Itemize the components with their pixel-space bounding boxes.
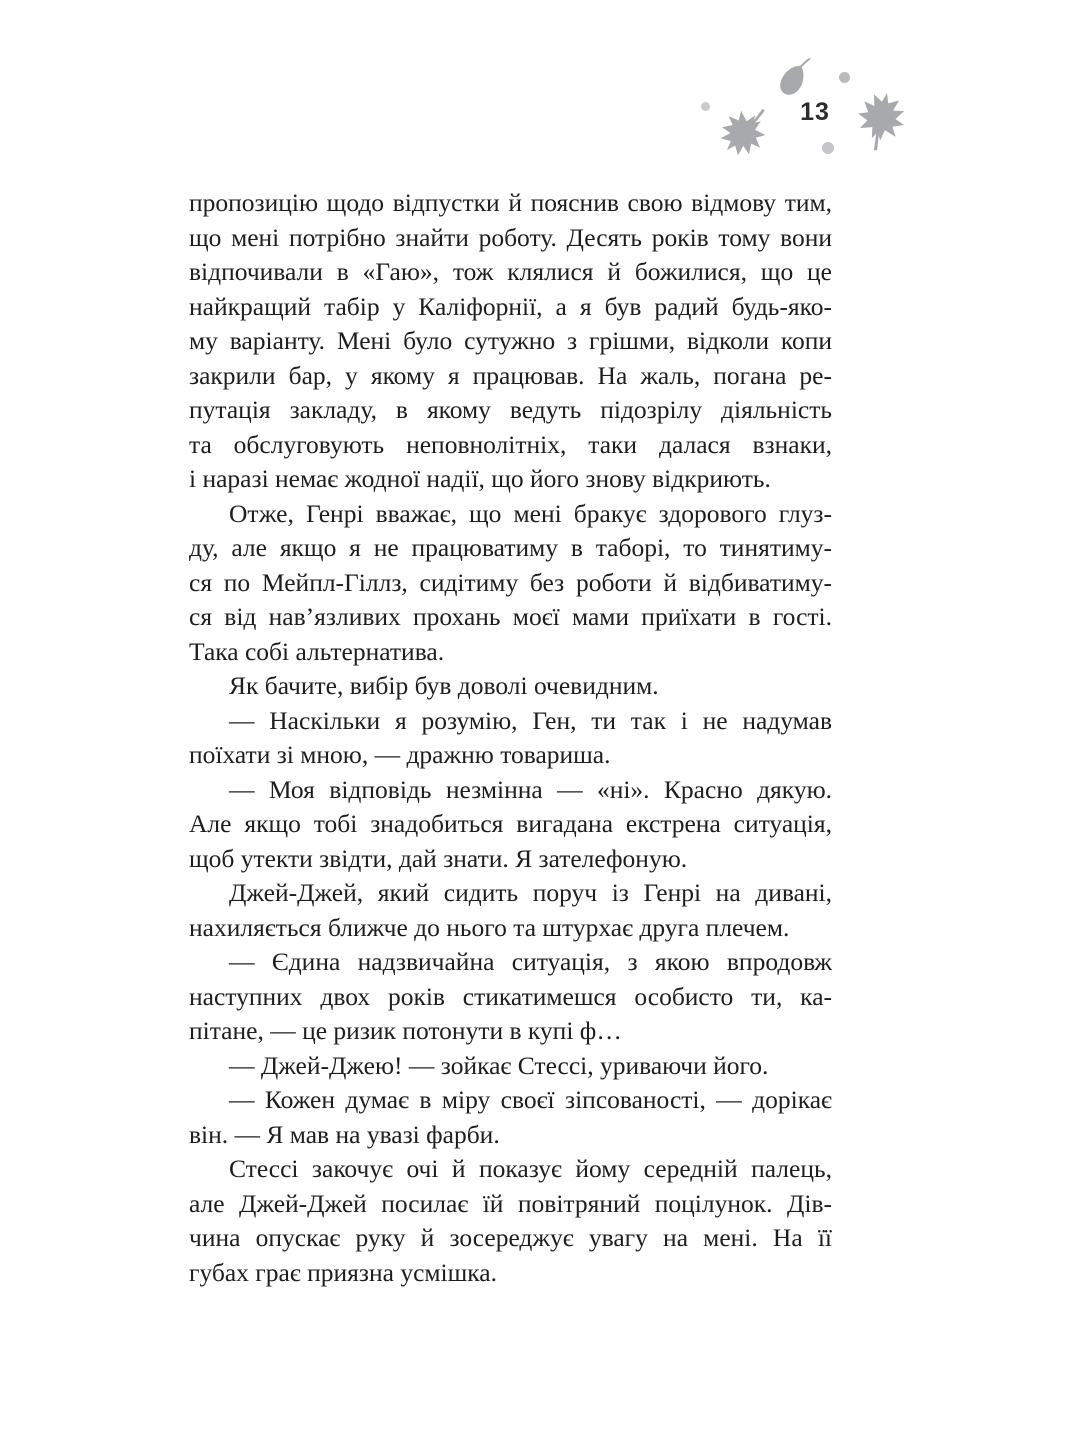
simple-leaf-icon (774, 58, 814, 100)
paragraph (189, 1083, 832, 1152)
text-line: Як бачите, вибір був доволі очевидним. (229, 671, 659, 700)
page-text (189, 186, 832, 1290)
dot-ornament (839, 72, 850, 83)
text-line: поїхати зі мною, — дражню товариша. (189, 740, 611, 769)
text-line: відпочивали в «Гаю», тож клялися й божилися, що це (189, 257, 832, 286)
text-line: Джей-Джей, який сидить поруч із Генрі на дивані, (229, 878, 832, 907)
text-line: пропозицію щодо відпустки й пояснив свою відмову тим, (189, 188, 832, 217)
text-line: та обслуговують неповнолітніх, таки далася взнаки, (189, 429, 832, 459)
text-line: — Єдина надзвичайна ситуація, з якою впродовж (229, 947, 832, 976)
paragraph (189, 186, 832, 497)
text-line: Отже, Генрі вважає, що мені бракує здорового глуз- (229, 498, 832, 528)
text-line: му варіанту. Мені було сутужно з грішми, відколи копи (189, 326, 832, 355)
text-line: — Наскільки я розумію, Ген, ти так і не надумав (229, 705, 832, 735)
text-line: ду, але якщо я не працюватиму в таборі, то тинятиму- (189, 533, 832, 562)
paragraph (189, 669, 832, 704)
maple-leaf-icon (706, 91, 787, 172)
text-line: чина опускає руку й зосереджує увагу на мені. На її (189, 1223, 832, 1252)
text-line: нахиляється ближче до нього та штурхає друга плечем. (189, 912, 790, 942)
text-line: ся від нав’язливих прохань моєї мами приїхати в гості. (189, 602, 832, 631)
text-line: що мені потрібно знайти роботу. Десять років тому вони (189, 222, 832, 252)
text-line: губах грає приязна усмішка. (189, 1257, 497, 1287)
text-line: — Джей-Джею! — зойкає Стессі, уриваючи його. (229, 1050, 769, 1080)
paragraph (189, 1152, 832, 1290)
paragraph (189, 773, 832, 877)
text-line: ся по Мейпл-Гіллз, сидітиму без роботи й відбиватиму- (189, 567, 832, 597)
text-line: закрили бар, у якому я працював. На жаль, погана ре- (189, 360, 832, 390)
paragraph (189, 876, 832, 945)
paragraph (189, 497, 832, 670)
text-line: і наразі немає жодної надії, що його знову відкриють. (189, 464, 771, 493)
text-line: щоб утекти звідти, дай знати. Я зателефоную. (189, 843, 688, 873)
text-line: але Джей-Джей посилає їй повітряний поцілунок. Дів- (189, 1188, 832, 1218)
text-line: Стессі закочує очі й показує йому середній палець, (229, 1154, 832, 1183)
paragraph (189, 945, 832, 1049)
text-line: путація закладу, в якому ведуть підозрілу діяльність (189, 395, 832, 424)
text-line: наступних двох років стикатимешся особисто ти, ка- (189, 981, 832, 1011)
paragraph (189, 1049, 832, 1084)
text-line: — Кожен думає в міру своєї зіпсованості, — дорікає (229, 1085, 832, 1114)
dot-ornament (701, 102, 710, 111)
text-line: він. — Я мав на увазі фарби. (189, 1119, 500, 1149)
text-line: пітане, — це ризик потонути в купі ф… (189, 1016, 622, 1045)
paragraph (189, 704, 832, 773)
text-line: — Моя відповідь незмінна — «ні». Красно дякую. (229, 774, 832, 804)
maple-leaf-icon (844, 84, 915, 158)
page-number: 13 (800, 98, 830, 126)
dot-ornament (822, 142, 834, 154)
text-line: Але якщо тобі знадобиться вигадана екстрена ситуація, (189, 809, 832, 838)
text-line: найкращий табір у Каліфорнії, а я був радий будь-яко- (189, 291, 832, 321)
text-line: Така собі альтернатива. (189, 636, 445, 666)
